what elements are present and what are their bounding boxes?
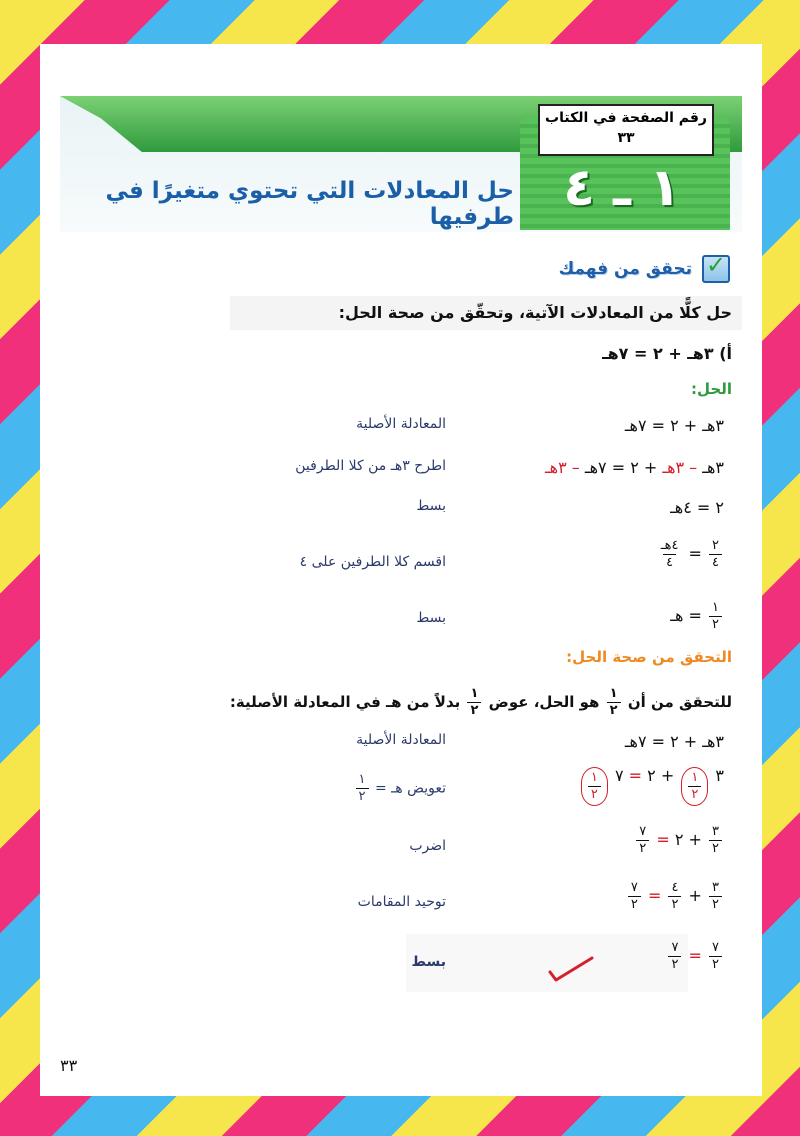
step-reason: توحيد المقامات xyxy=(357,894,446,910)
expr-term: + ٢ = ٧هـ xyxy=(584,458,658,477)
fraction: $\frac{\text{٤هـ}}{٤}$ xyxy=(660,538,679,570)
solution-step-1 xyxy=(40,416,762,456)
fraction: $\frac{١}{٢}$ xyxy=(467,686,481,719)
solution-step-3 xyxy=(40,498,762,538)
step-reason: بسط xyxy=(411,954,446,970)
step-reason: اضرب xyxy=(409,838,446,854)
fraction: $\frac{٢}{٤}$ xyxy=(709,538,722,571)
step-expression: $\frac{٧}{٢}$ = $\frac{٧}{٢}$ xyxy=(666,940,724,973)
expr-term: ٣هـ xyxy=(702,458,724,477)
expr-subtract-term: – ٣هـ xyxy=(662,458,698,477)
check-correct-icon xyxy=(548,954,594,982)
solution-label: الحل: xyxy=(691,380,732,398)
instruction-text: حل كلًّا من المعادلات الآتية، وتحقّق من صحة الحل: xyxy=(230,296,742,330)
lesson-banner xyxy=(60,96,742,232)
book-page-reference xyxy=(538,104,714,156)
step-expression: ٣هـ + ٢ = ٧هـ xyxy=(624,416,724,435)
step-expression: ٢ = ٤هـ xyxy=(670,498,724,517)
step-expression: $\frac{٢}{٤}$ = $\frac{\text{٤هـ}}{٤}$ xyxy=(656,538,724,571)
step-expression: $\frac{١}{٢}$ = هـ xyxy=(670,600,724,633)
page-ref-number: ٣٣ xyxy=(617,130,635,146)
lesson-title: حل المعادلات التي تحتوي متغيرًا في طرفيها xyxy=(105,178,514,230)
parenthesized-fraction: $\frac{١}{٢}$ xyxy=(681,767,708,806)
step-reason: اطرح ٣هـ من كلا الطرفين xyxy=(295,458,446,474)
checkbox-icon xyxy=(702,251,730,283)
verify-instruction: للتحقق من أن $\frac{١}{٢}$ هو الحل، عوض $\frac{١}{٢}$ بدلاً من هـ في المعادلة الأصلية: xyxy=(229,686,732,718)
step-reason: تعويض هـ = $\frac{١}{٢}$ xyxy=(354,772,446,805)
step-expression xyxy=(545,458,724,477)
verify-step-4 xyxy=(40,880,762,926)
step-reason: اقسم كلا الطرفين على ٤ xyxy=(299,554,446,570)
lesson-number: ١ ـ ٤ xyxy=(563,158,681,218)
step-expression: ٣هـ + ٢ = ٧هـ xyxy=(624,732,724,751)
fraction: $\frac{١}{٢}$ xyxy=(607,686,621,719)
step-reason: المعادلة الأصلية xyxy=(356,732,446,748)
problem-a: أ) ٣هـ + ٢ = ٧هـ xyxy=(602,344,732,363)
step-reason: المعادلة الأصلية xyxy=(356,416,446,432)
checkmark-icon: ✓ xyxy=(706,251,727,279)
check-understanding-heading xyxy=(558,251,730,284)
page xyxy=(40,44,762,1096)
page-ref-label: رقم الصفحة في الكتاب xyxy=(545,110,707,126)
verify-label: التحقق من صحة الحل: xyxy=(566,648,732,666)
solution-step-5 xyxy=(40,600,762,644)
expr-subtract-term: – ٣هـ xyxy=(544,458,580,477)
verify-step-5 xyxy=(40,940,762,986)
step-reason: بسط xyxy=(416,498,446,514)
page-number: ٣٣ xyxy=(60,1056,78,1075)
fraction: $\frac{١}{٢}$ xyxy=(709,600,722,633)
solution-step-4 xyxy=(40,538,762,588)
verify-step-2 xyxy=(40,766,762,816)
step-expression: ٣ $\frac{١}{٢}$ + ٢ = ٧ $\frac{١}{٢}$ xyxy=(579,766,724,806)
step-expression: $\frac{٣}{٢}$ + ٢ = $\frac{٧}{٢}$ xyxy=(634,824,724,857)
verify-step-3 xyxy=(40,824,762,870)
solution-step-2 xyxy=(40,458,762,498)
check-understanding-label: تحقق من فهمك xyxy=(558,259,692,279)
step-reason: بسط xyxy=(416,610,446,626)
parenthesized-fraction: $\frac{١}{٢}$ xyxy=(581,767,608,806)
step-expression: $\frac{٣}{٢}$ + $\frac{٤}{٢}$ = $\frac{٧}{٢}$ xyxy=(626,880,724,913)
